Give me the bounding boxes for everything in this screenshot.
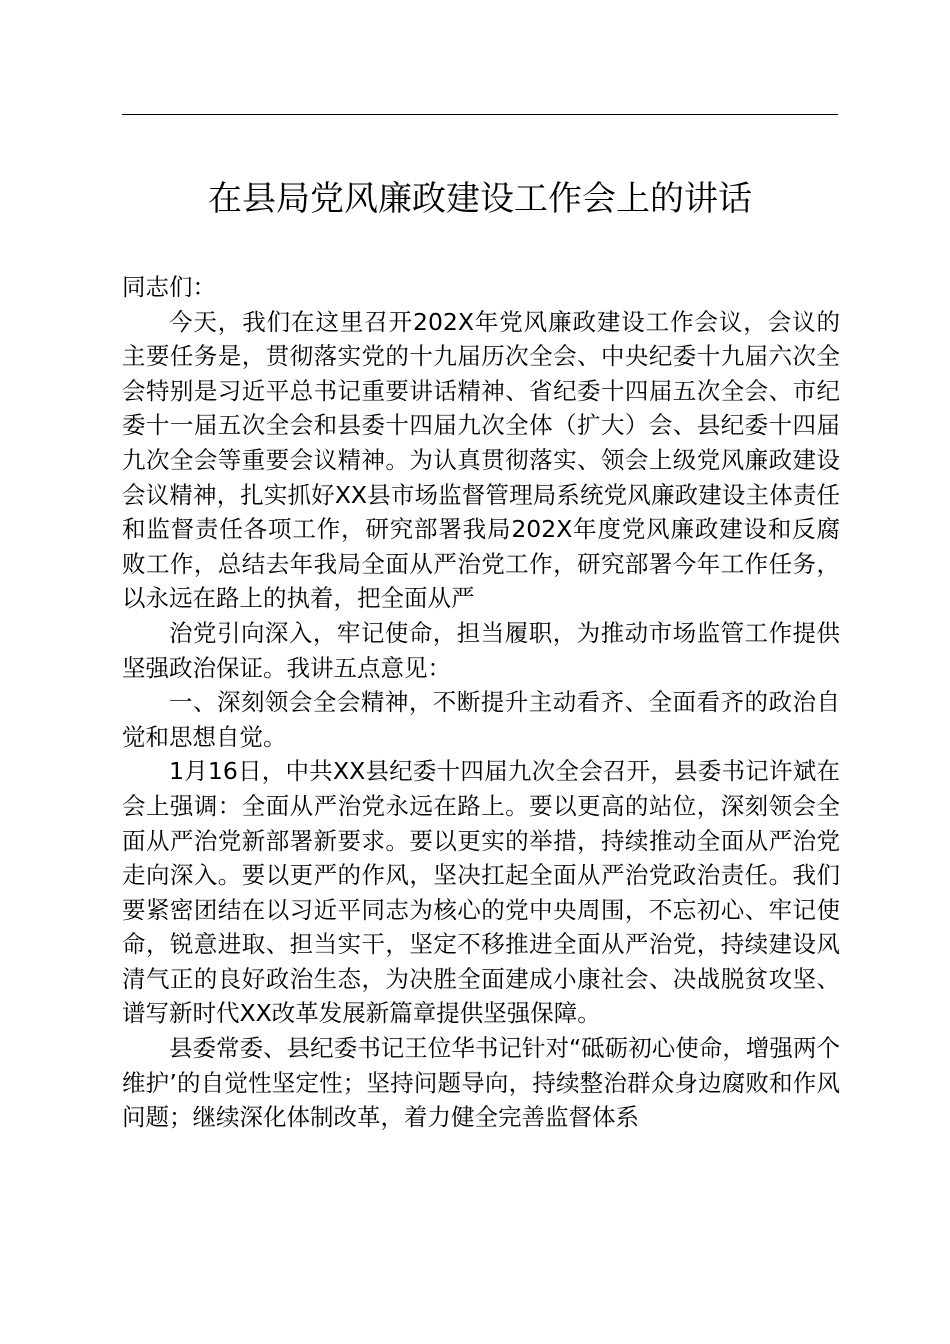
document-body (122, 270, 840, 1135)
paragraph-plenary: 1月16日，中共XX县纪委十四届九次全会召开，县委书记许斌在会上强调：全面从严治党永远在路上。要以更高的站位，深刻领会全面从严治党新部署新要求。要以更实的举措，持续推动全面从严治党走向深入。要以更严的作风，坚决扛起全面从严治党政治责任。我们要紧密团结在以习近平同志为核心的党中央周围，不忘初心、牢记使命，锐意进取、担当实干，坚定不移推进全面从严治党，持续建设风清气正的良好政治生态，为决胜全面建成小康社会、决战脱贫攻坚、谱写新时代XX改革发展新篇章提供坚强保障。 (122, 757, 840, 1028)
paragraph-secretary: 县委常委、县纪委书记王位华书记针对“砥砺初心使命，增强两个维护’的自觉性坚定性；坚持问题导向，持续整治群众身边腐败和作风问题；继续深化体制改革，着力健全完善监督体系 (122, 1034, 840, 1132)
salutation: 同志们： (122, 273, 216, 301)
document-title: 在县局党风廉政建设工作会上的讲话 (208, 179, 752, 219)
paragraph-continuation: 治党引向深入，牢记使命，担当履职，为推动市场监管工作提供坚强政治保证。我讲五点意见： (122, 618, 840, 682)
header-rule (122, 114, 838, 115)
section-heading-one: 一、深刻领会全会精神，不断提升主动看齐、全面看齐的政治自觉和思想自觉。 (122, 688, 840, 751)
paragraph-opening: 今天，我们在这里召开202X年党风廉政建设工作会议，会议的主要任务是，贯彻落实党的十九届历次全会、中央纪委十九届六次全会特别是习近平总书记重要讲话精神、省纪委十四届五次全会、市纪委十一届五次全会和县委十四届九次全体（扩大）会、县纪委十四届九次全会等重要会议精神。为认真贯彻落实、领会上级党风廉政建设会议精神，扎实抓好XX县市场监督管理局系统党风廉政建设主体责任和监督责任各项工作，研究部署我局202X年度党风廉政建设和反腐败工作，总结去年我局全面从严治党工作，研究部署今年工作任务，以永远在路上的执着，把全面从严 (122, 307, 840, 613)
